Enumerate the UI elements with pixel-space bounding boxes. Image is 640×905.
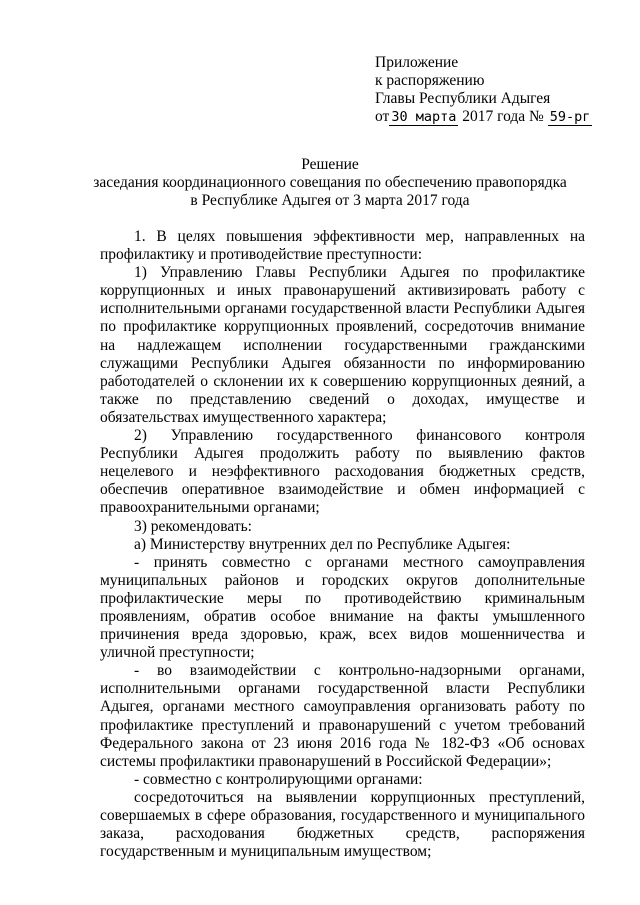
document-heading	[80, 156, 580, 210]
heading-line-1: заседания координационного совещания по обеспечению правопорядка	[93, 174, 567, 191]
paragraph-3: 2) Управлению государственного финансового контроля Республики Адыгея продолжить работу по выявлению фактов нецелевого и неэффективного расходования бюджетных средств, обеспечив оперативное взаимодействие и обмен информацией с правоохранительными органами;	[100, 427, 585, 517]
appendix-line-3: Главы Республики Адыгея	[375, 90, 551, 107]
paragraph-9: сосредоточиться на выявлении коррупционных преступлений, совершаемых в сфере образования, государственного и муниципального заказа, расходования бюджетных средств, распоряжения государственным и муниципальным имуществом;	[100, 788, 585, 861]
document-body	[100, 228, 585, 861]
paragraph-1: 1. В целях повышения эффективности мер, направленных на профилактику и противодействие преступности:	[100, 228, 585, 264]
appendix-date-line	[375, 108, 592, 126]
paragraph-5: а) Министерству внутренних дел по Республике Адыгея:	[134, 535, 511, 553]
order-number: 59-рг	[549, 109, 591, 125]
paragraph-8: - совместно с контролирующими органами:	[134, 770, 423, 788]
paragraph-2: 1) Управлению Главы Республики Адыгея по профилактике коррупционных и иных правонарушений активизировать работу с исполнительными органами государственной власти Республики Адыгея по профилактике коррупционных проявлений, сосредоточив внимание на надлежащем исполнении государственными гражданскими служащими Республики Адыгея обязанности по информированию работодателей о склонении их к совершению коррупционных деяний, а также по представлению сведений о доходах, имуществе и обязательствах имущественного характера;	[100, 264, 585, 426]
heading-title: Решение	[301, 156, 359, 173]
paragraph-6: - принять совместно с органами местного самоуправления муниципальных районов и городских округов дополнительные профилактические меры по противодействию криминальным проявлениям, обратив особое внимание на факты умышленного причинения вреда здоровью, краж, всех видов мошенничества и уличной преступности;	[100, 553, 585, 662]
heading-line-2: в Республике Адыгея от 3 марта 2017 года	[190, 192, 470, 209]
paragraph-7: - во взаимодействии с контрольно-надзорными органами, исполнительными органами государственной власти Республики Адыгея, органами местного самоуправления организовать работу по профилактике преступлений и правонарушений с учетом требований Федерального закона от 23 июня 2016 года № 182-ФЗ «Об основах системы профилактики правонарушений в Российской Федерации»;	[100, 662, 585, 770]
paragraph-4: 3) рекомендовать:	[134, 517, 252, 535]
date-prefix: от	[375, 108, 390, 125]
year-text: 2017 года №	[462, 108, 544, 125]
appendix-line-2: к распоряжению	[375, 72, 485, 89]
appendix-block	[375, 54, 592, 126]
date-value: 30 марта	[391, 109, 457, 125]
appendix-line-1: Приложение	[375, 54, 459, 71]
